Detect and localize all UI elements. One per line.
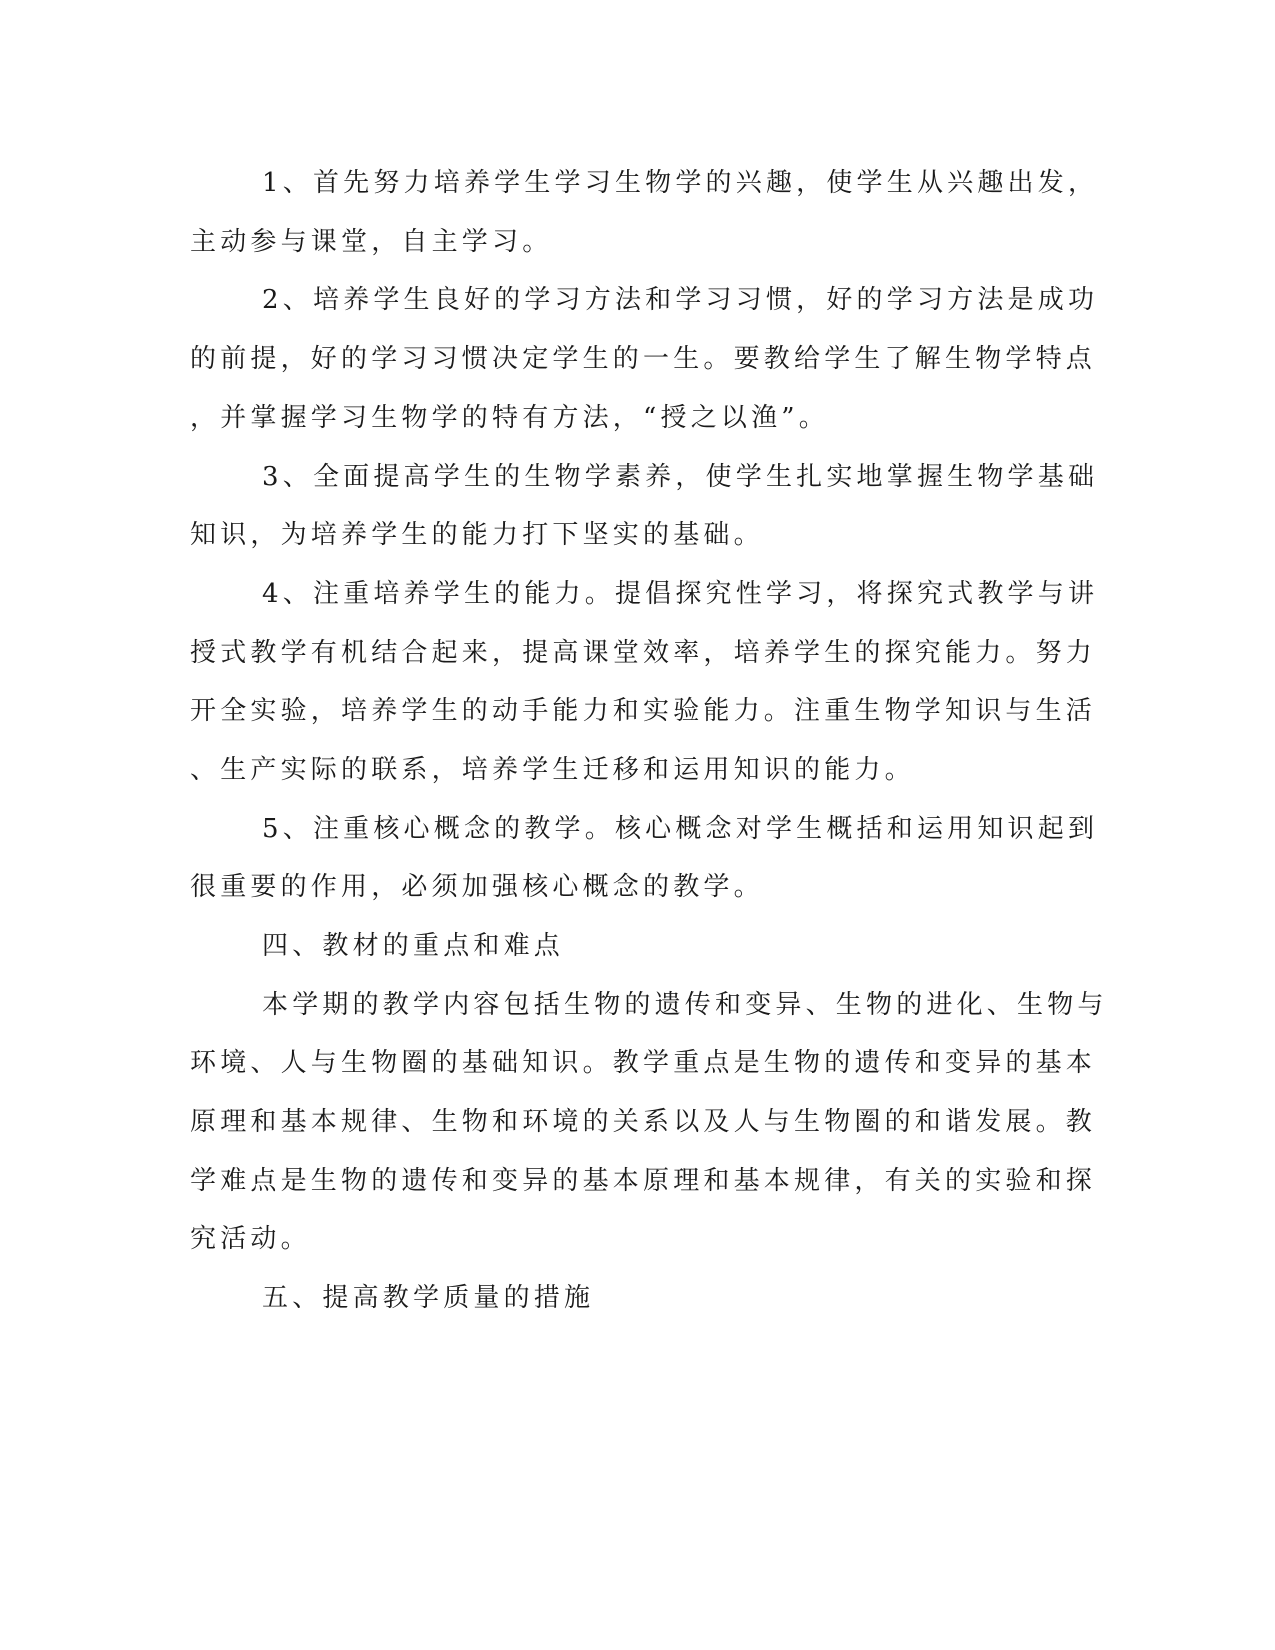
item-3-line-2: 知识，为培养学生的能力打下坚实的基础。 xyxy=(190,520,764,550)
item-5-line-1: 5、注重核心概念的教学。核心概念对学生概括和运用知识起到 xyxy=(262,814,1099,844)
item-1-line-2: 主动参与课堂，自主学习。 xyxy=(190,227,553,257)
section-4-line-5: 究活动。 xyxy=(190,1224,311,1254)
section-4-line-2: 环境、人与生物圈的基础知识。教学重点是生物的遗传和变异的基本 xyxy=(190,1048,1097,1078)
item-1-line-1: 1、首先努力培养学生学习生物学的兴趣，使学生从兴趣出发， xyxy=(262,168,1099,198)
item-2-line-3: ，并掌握学习生物学的特有方法，“授之以渔”。 xyxy=(190,403,829,433)
item-4-line-4: 、生产实际的联系，培养学生迁移和运用知识的能力。 xyxy=(190,755,915,785)
item-2-line-2: 的前提，好的学习习惯决定学生的一生。要教给学生了解生物学特点 xyxy=(190,344,1097,374)
section-4-line-3: 原理和基本规律、生物和环境的关系以及人与生物圈的和谐发展。教 xyxy=(190,1107,1097,1137)
section-4-line-1: 本学期的教学内容包括生物的遗传和变异、生物的进化、生物与 xyxy=(262,990,1108,1020)
section-heading-4: 四、教材的重点和难点 xyxy=(262,931,565,961)
section-heading-5: 五、提高教学质量的措施 xyxy=(262,1283,595,1313)
section-4-line-4: 学难点是生物的遗传和变异的基本原理和基本规律，有关的实验和探 xyxy=(190,1166,1097,1196)
item-4-line-3: 开全实验，培养学生的动手能力和实验能力。注重生物学知识与生活 xyxy=(190,696,1097,726)
item-5-line-2: 很重要的作用，必须加强核心概念的教学。 xyxy=(190,872,764,902)
item-4-line-2: 授式教学有机结合起来，提高课堂效率，培养学生的探究能力。努力 xyxy=(190,638,1097,668)
item-3-line-1: 3、全面提高学生的生物学素养，使学生扎实地掌握生物学基础 xyxy=(262,462,1099,492)
item-2-line-1: 2、培养学生良好的学习方法和学习习惯，好的学习方法是成功 xyxy=(262,285,1099,315)
item-4-line-1: 4、注重培养学生的能力。提倡探究性学习，将探究式教学与讲 xyxy=(262,579,1099,609)
